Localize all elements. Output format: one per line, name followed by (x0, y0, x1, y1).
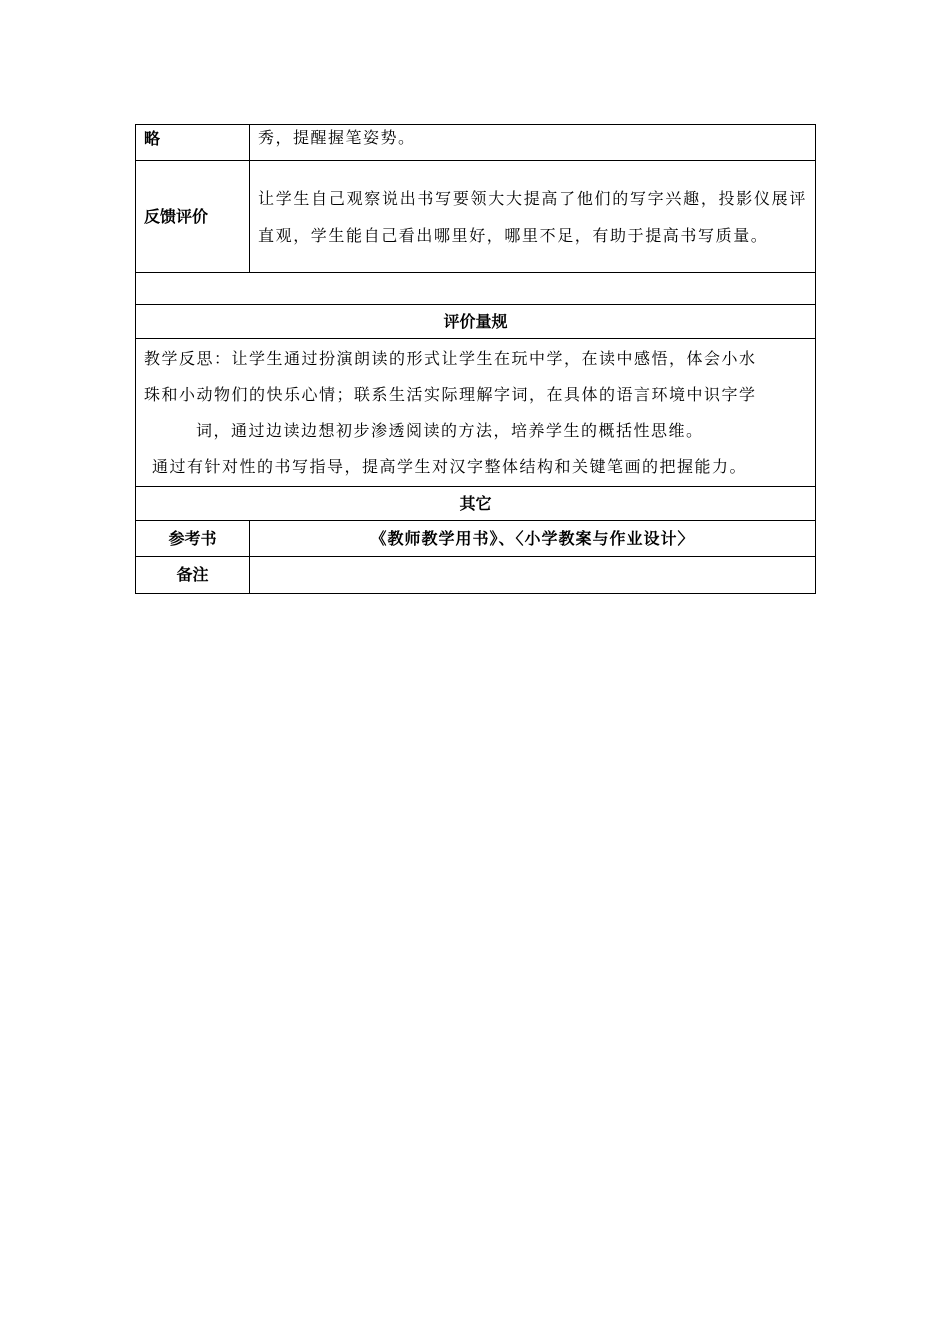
reflection-line-2: 珠和小动物们的快乐心情；联系生活实际理解字词，在具体的语言环境中识字学 (144, 384, 757, 404)
reflection-line-1: 教学反思：让学生通过扮演朗读的形式让学生在玩中学，在读中感悟，体会小水 (144, 348, 757, 368)
notes-value (250, 557, 816, 594)
reflection-line-3: 词，通过边读边想初步渗透阅读的方法，培养学生的概括性思维。 (196, 420, 704, 440)
reference-row (136, 521, 816, 557)
feedback-cell (250, 161, 816, 273)
evaluation-heading-row (136, 305, 816, 339)
empty-row (136, 273, 816, 305)
empty-cell (136, 273, 816, 305)
reflection-row (136, 339, 816, 487)
feedback-label: 反馈评价 (136, 161, 250, 273)
feedback-text: 让学生自己观察说出书写要领大大提高了他们的写字兴趣，投影仪展评直观，学生能自己看出哪里好，哪里不足，有助于提高书写质量。 (258, 188, 807, 245)
strategy-label: 略 (136, 125, 250, 161)
reflection-line-4: 通过有针对性的书写指导，提高学生对汉字整体结构和关键笔画的把握能力。 (152, 456, 748, 476)
lesson-plan-table (135, 124, 816, 594)
strategy-row (136, 125, 816, 161)
reflection-cell (136, 339, 816, 487)
notes-row (136, 557, 816, 594)
other-heading-row (136, 487, 816, 521)
reference-value: 《教师教学用书》、〈小学教案与作业设计〉 (250, 521, 816, 557)
other-heading: 其它 (136, 487, 816, 521)
strategy-text: 秀，提醒握笔姿势。 (250, 125, 816, 161)
reference-label: 参考书 (136, 521, 250, 557)
evaluation-heading: 评价量规 (136, 305, 816, 339)
notes-label: 备注 (136, 557, 250, 594)
feedback-row (136, 161, 816, 273)
